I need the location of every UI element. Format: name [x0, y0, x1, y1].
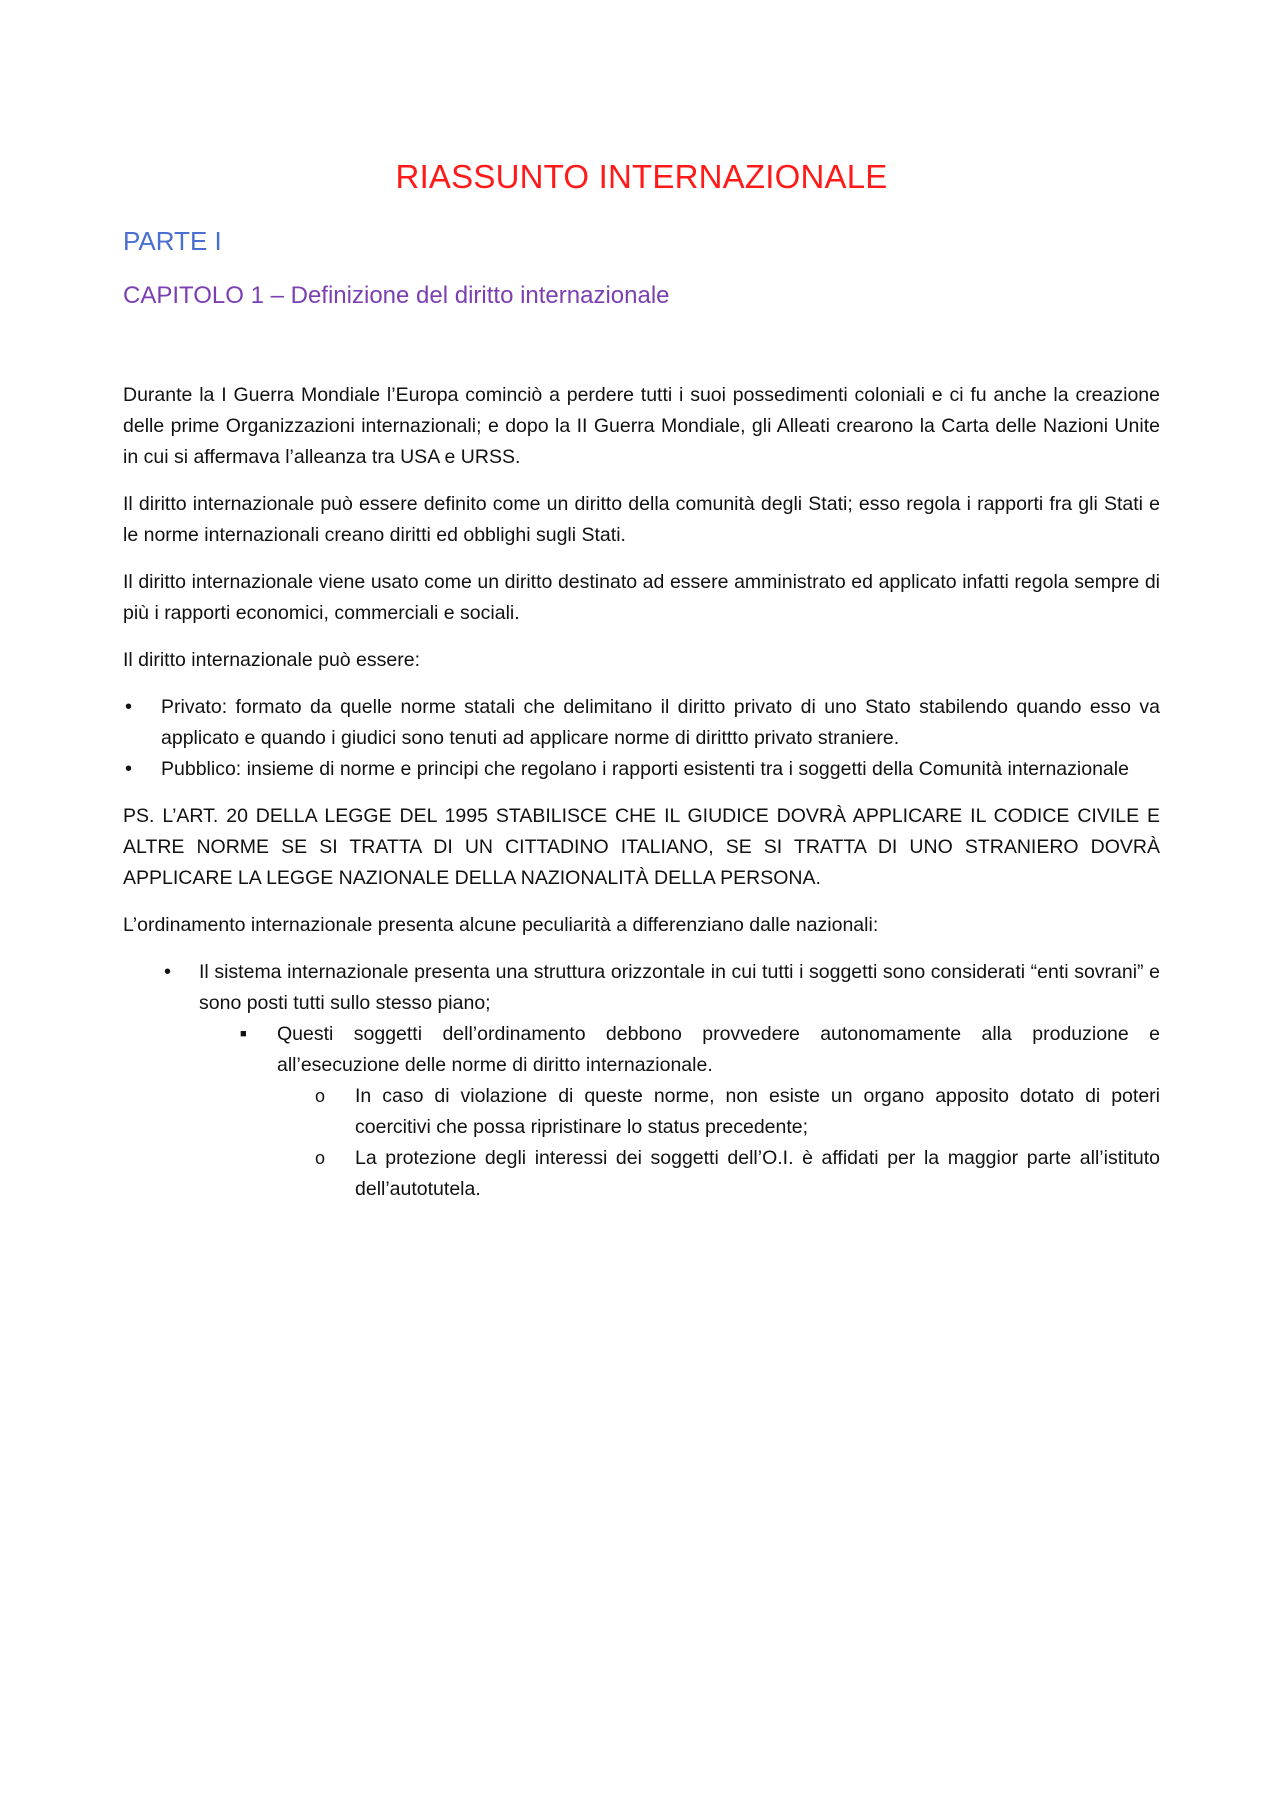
paragraph-history: Durante la I Guerra Mondiale l’Europa cominciò a perdere tutti i suoi possedimenti coloniali e ci fu anche la creazione delle prime Organizzazioni internazionali; e dopo la II Guerra Mondiale, gli Alleati crearono la Carta delle Nazioni Unite in cui si affermava l’alleanza tra USA e URSS.: [123, 384, 1160, 468]
document-body: [123, 380, 1160, 1205]
paragraph-definition: Il diritto internazionale può essere definito come un diritto della comunità degli Stati; esso regola i rapporti fra gli Stati e le norme internazionali creano diritti ed obblighi sugli Stati.: [123, 493, 1160, 546]
paragraph-usage: Il diritto internazionale viene usato come un diritto destinato ad essere amministrato ed applicato infatti regola sempre di più i rapporti economici, commerciali e sociali.: [123, 571, 1160, 624]
nested-list: [123, 957, 1160, 1205]
square-bullet-icon: ■: [240, 1028, 247, 1040]
list-item-text: In caso di violazione di queste norme, non esiste un organo apposito dotato di poteri coercitivi che possa ripristinare lo status precedente;: [355, 1085, 1160, 1138]
paragraph-types-intro: Il diritto internazionale può essere:: [123, 649, 421, 671]
list-item: [161, 957, 1160, 1205]
list-item-text: La protezione degli interessi dei soggetti dell’O.I. è affidati per la maggior parte all’istituto dell’autotutela.: [355, 1147, 1160, 1200]
bullet-icon: •: [125, 758, 133, 780]
list-item: [315, 1143, 1160, 1205]
circle-bullet-icon: o: [315, 1148, 326, 1168]
list-item: [237, 1019, 1160, 1205]
list-item-text: Il sistema internazionale presenta una struttura orizzontale in cui tutti i soggetti sono considerati “enti sovrani” e sono posti tutti sullo stesso piano;: [199, 961, 1160, 1014]
nested-subsublist: [277, 1081, 1160, 1205]
bullet-icon: •: [125, 696, 133, 718]
paragraph-ordinamento-intro: L’ordinamento internazionale presenta alcune peculiarità a differenziano dalle nazionali:: [123, 914, 879, 936]
list-item-text: Questi soggetti dell’ordinamento debbono provvedere autonomamente alla produzione e all’esecuzione delle norme di diritto internazionale.: [277, 1023, 1160, 1076]
nested-sublist: [199, 1019, 1160, 1205]
list-item: [123, 692, 1160, 754]
list-item: [123, 754, 1160, 785]
list-item-text: Pubblico: insieme di norme e principi che regolano i rapporti esistenti tra i soggetti della Comunità internazionale: [161, 758, 1129, 780]
chapter-heading: CAPITOLO 1 – Definizione del diritto internazionale: [123, 282, 670, 309]
list-item-text: Privato: formato da quelle norme statali che delimitano il diritto privato di uno Stato stabilendo quando esso va applicato e quando i giudici sono tenuti ad applicare norme di dirittto privato straniere.: [161, 696, 1160, 749]
ps-note: PS. L’ART. 20 DELLA LEGGE DEL 1995 STABILISCE CHE IL GIUDICE DOVRÀ APPLICARE IL CODICE CIVILE E ALTRE NORME SE SI TRATTA DI UN CITTADINO ITALIANO, SE SI TRATTA DI UNO STRANIERO DOVRÀ APPLICARE LA LEGGE NAZIONALE DELLA NAZIONALITÀ DELLA PERSONA.: [123, 805, 1160, 889]
document-title: RIASSUNTO INTERNAZIONALE: [395, 158, 888, 195]
circle-bullet-icon: o: [315, 1086, 326, 1106]
list-item: [315, 1081, 1160, 1143]
types-list: [123, 692, 1160, 785]
part-heading: PARTE I: [123, 226, 222, 256]
bullet-icon: •: [164, 961, 172, 983]
